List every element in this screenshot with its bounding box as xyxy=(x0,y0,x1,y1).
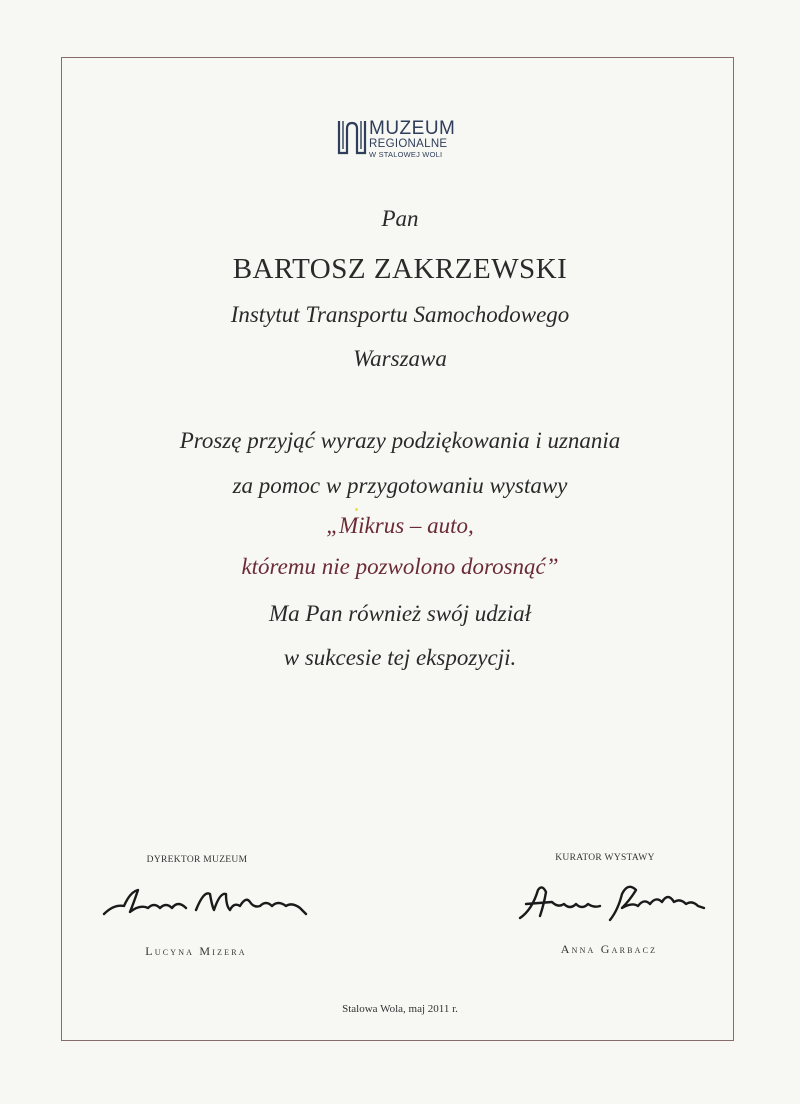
curator-name: Anna Garbacz xyxy=(560,942,658,956)
curator-role-label: KURATOR WYSTAWY xyxy=(555,853,655,863)
logo-line-museum: MUZEUM xyxy=(369,118,456,139)
exhibition-title-line-2: któremu nie pozwolono dorosnąć” xyxy=(241,554,559,579)
place-and-date: Stalowa Wola, maj 2011 r. xyxy=(342,1003,458,1015)
director-name: Lucyna Mizera xyxy=(145,944,247,958)
director-role-label: DYREKTOR MUZEUM xyxy=(146,855,248,865)
recipient-city: Warszawa xyxy=(353,346,447,371)
salutation: Pan xyxy=(381,206,419,231)
ink-speck xyxy=(355,508,358,511)
body-line-6: w sukcesie tej ekspozycji. xyxy=(283,645,517,670)
logo-line-town: W STALOWEJ WOLI xyxy=(369,150,443,159)
body-line-1: Proszę przyjąć wyrazy podziękowania i uznania xyxy=(179,428,621,453)
museum-emblem-icon xyxy=(337,117,367,157)
logo-line-regional: REGIONALNE xyxy=(369,138,448,150)
director-signature xyxy=(100,882,320,922)
exhibition-title-line-1: „Mikrus – auto, xyxy=(326,513,474,538)
body-line-5: Ma Pan również swój udział xyxy=(269,601,531,626)
museum-logo xyxy=(337,117,467,165)
curator-signature xyxy=(518,880,708,924)
recipient-name: BARTOSZ ZAKRZEWSKI xyxy=(232,253,568,285)
body-line-2: za pomoc w przygotowaniu wystawy xyxy=(232,473,568,498)
recipient-institution: Instytut Transportu Samochodowego xyxy=(230,302,570,327)
